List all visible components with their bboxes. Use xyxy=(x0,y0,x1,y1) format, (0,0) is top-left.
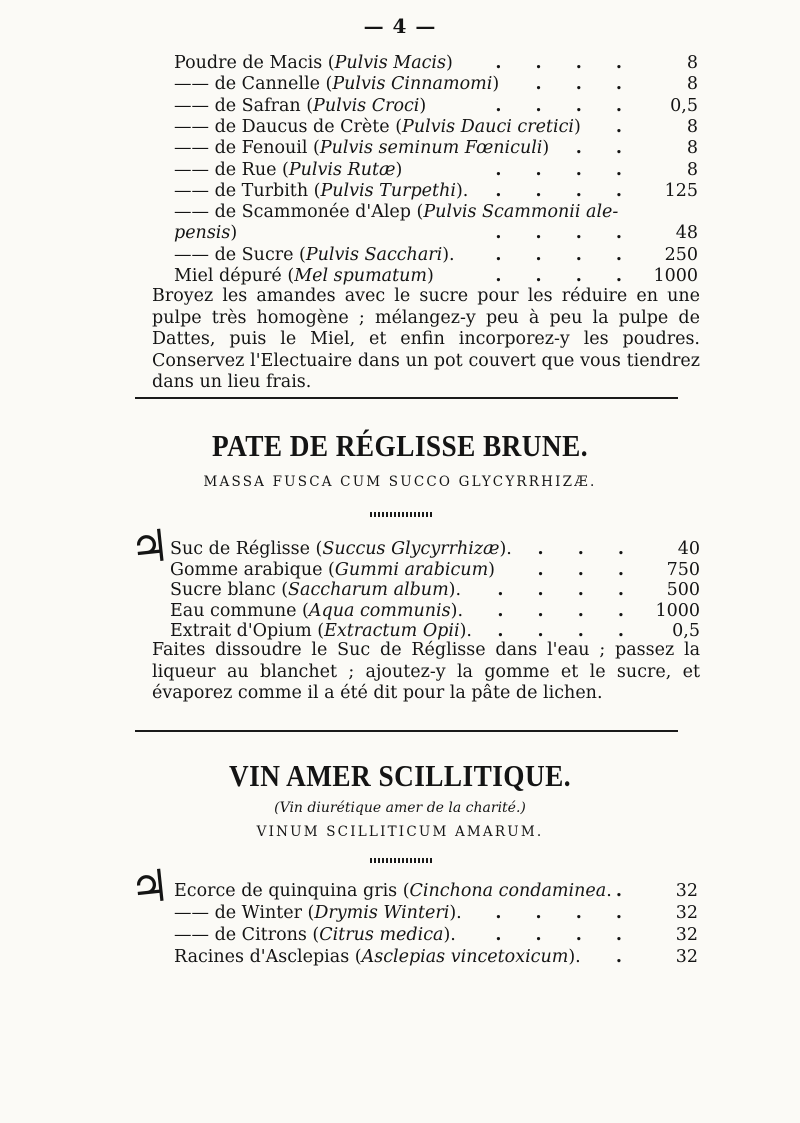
ingredient-quantity: 8 xyxy=(686,74,698,95)
recipe-latin-name: MASSA FUSCA CUM SUCCO GLYCYRRHIZÆ. xyxy=(203,474,597,490)
ingredient-name: Eau commune (Aqua communis). xyxy=(170,600,464,621)
ingredient-row xyxy=(174,73,698,95)
ingredient-name: —— de Scammonée d'Alep (Pulvis Scammonii ale- xyxy=(174,202,619,223)
ingredient-name: Extrait d'Opium (Extractum Opii). xyxy=(170,621,472,641)
ingredient-name: —— de Fenouil (Pulvis seminum Fœniculi) xyxy=(174,138,550,159)
instructions-recipe1: Faites dissoudre le Suc de Réglisse dans l'eau ; passez la liqueur au blanchet ; ajoutez-y la gomme et le sucre, et évaporez comme il a été dit pour la pâte de lichen. xyxy=(152,640,700,703)
ingredient-name: Racines d'Asclepias (Asclepias vincetoxicum). xyxy=(174,947,581,967)
ingredient-quantity: 32 xyxy=(675,925,698,945)
ingredient-row xyxy=(174,137,698,159)
jupiter-symbol: ♃ xyxy=(127,520,172,575)
recipe-alt-name: (Vin diurétique amer de la charité.) xyxy=(274,800,526,816)
ingredient-quantity: 32 xyxy=(675,947,698,967)
ingredient-quantity: 8 xyxy=(686,159,698,180)
ornament-divider xyxy=(370,858,432,863)
recipe-latin-name: VINUM SCILLITICUM AMARUM. xyxy=(256,824,544,840)
ingredient-name: Miel dépuré (Mel spumatum) xyxy=(174,266,434,286)
leader-dots: . . . . xyxy=(495,180,636,201)
ingredient-quantity: 125 xyxy=(664,180,698,201)
ingredient-row xyxy=(174,201,698,223)
ingredient-row xyxy=(170,538,700,560)
leader-dots: . . . . xyxy=(495,159,636,180)
ingredient-row xyxy=(174,244,698,266)
ingredient-name: Sucre blanc (Saccharum album). xyxy=(170,580,462,600)
leader-dots: . . . . xyxy=(495,244,636,265)
ingredient-row xyxy=(174,880,698,902)
leader-dots: . . . . xyxy=(495,95,636,116)
leader-dots: . . xyxy=(575,138,636,159)
leader-dots: . . . . xyxy=(495,266,636,286)
leader-dots: . . . xyxy=(537,539,638,559)
ingredient-quantity: 32 xyxy=(675,881,698,901)
leader-dots: . . . . xyxy=(495,903,636,923)
ingredient-row xyxy=(170,600,700,622)
ingredient-name: Ecorce de quinquina gris (Cinchona condaminea. xyxy=(174,881,612,901)
ingredient-name: Poudre de Macis (Pulvis Macis) xyxy=(174,53,453,73)
ingredient-row xyxy=(174,222,698,244)
ingredient-row xyxy=(174,902,698,924)
ingredient-quantity: 0,5 xyxy=(670,95,698,116)
instructions-top: Broyez les amandes avec le sucre pour les réduire en une pulpe très homogène ; mélangez-y peu à peu la pulpe de Dattes, puis le Miel, et enfin incorporez-y les poudres. Conservez l'Electuaire dans un pot couvert que vous tiendrez dans un lieu frais. xyxy=(152,286,700,392)
ingredient-quantity: 750 xyxy=(666,559,700,580)
ingredient-name: Suc de Réglisse (Succus Glycyrrhizæ). xyxy=(170,539,512,559)
leader-dots: . xyxy=(615,881,636,901)
leader-dots: . . . . xyxy=(495,925,636,945)
leader-dots: . xyxy=(615,947,636,967)
ingredient-row xyxy=(170,620,700,642)
ingredient-quantity: 1000 xyxy=(653,266,698,286)
ingredient-name: —— de Sucre (Pulvis Sacchari). xyxy=(174,244,455,265)
ingredient-row xyxy=(170,559,700,581)
section-divider xyxy=(135,397,678,399)
ingredient-name: —— de Turbith (Pulvis Turpethi). xyxy=(174,180,469,201)
leader-dots: . . . xyxy=(537,559,638,580)
ingredient-name: —— de Cannelle (Pulvis Cinnamomi) xyxy=(174,74,500,95)
ingredient-row xyxy=(174,159,698,181)
leader-dots: . . . . xyxy=(497,580,638,600)
ingredient-row xyxy=(174,116,698,138)
recipe-title: VIN AMER SCILLITIQUE. xyxy=(229,758,571,793)
ingredient-row xyxy=(174,265,698,287)
ingredient-row xyxy=(174,946,698,968)
ingredient-name: —— de Daucus de Crète (Pulvis Dauci cretici) xyxy=(174,116,581,137)
ingredient-row xyxy=(174,95,698,117)
leader-dots: . . . . xyxy=(497,621,638,641)
leader-dots: . . . xyxy=(535,74,636,95)
ingredient-name: —— de Safran (Pulvis Croci) xyxy=(174,95,427,116)
ingredient-row xyxy=(174,52,698,74)
recipe-title: PATE DE RÉGLISSE BRUNE. xyxy=(212,428,588,463)
leader-dots: . . . . xyxy=(495,223,636,244)
leader-dots: . . . . xyxy=(495,53,636,73)
ingredient-quantity: 250 xyxy=(664,244,698,265)
ingredient-quantity: 40 xyxy=(677,539,700,559)
ingredient-row xyxy=(174,924,698,946)
ingredient-name: Gomme arabique (Gummi arabicum) xyxy=(170,559,495,580)
ingredient-quantity: 8 xyxy=(686,53,698,73)
leader-dots: . xyxy=(615,116,636,137)
ingredient-quantity: 0,5 xyxy=(672,621,700,641)
ingredient-name: pensis) xyxy=(174,223,238,244)
ingredient-name: —— de Rue (Pulvis Rutæ) xyxy=(174,159,403,180)
ingredient-row xyxy=(170,579,700,601)
ingredient-quantity: 48 xyxy=(675,223,698,244)
ingredient-quantity: 8 xyxy=(686,116,698,137)
leader-dots: . . . . xyxy=(497,600,638,621)
section-divider xyxy=(135,730,678,732)
jupiter-symbol: ♃ xyxy=(127,860,172,915)
ingredient-row xyxy=(174,180,698,202)
page-number: — 4 — xyxy=(363,14,437,38)
ingredient-quantity: 500 xyxy=(666,580,700,600)
ingredient-quantity: 1000 xyxy=(655,600,700,621)
ingredient-name: —— de Winter (Drymis Winteri). xyxy=(174,903,462,923)
ornament-divider xyxy=(370,512,432,517)
ingredient-quantity: 32 xyxy=(675,903,698,923)
ingredient-name: —— de Citrons (Citrus medica). xyxy=(174,925,456,945)
ingredient-quantity: 8 xyxy=(686,138,698,159)
